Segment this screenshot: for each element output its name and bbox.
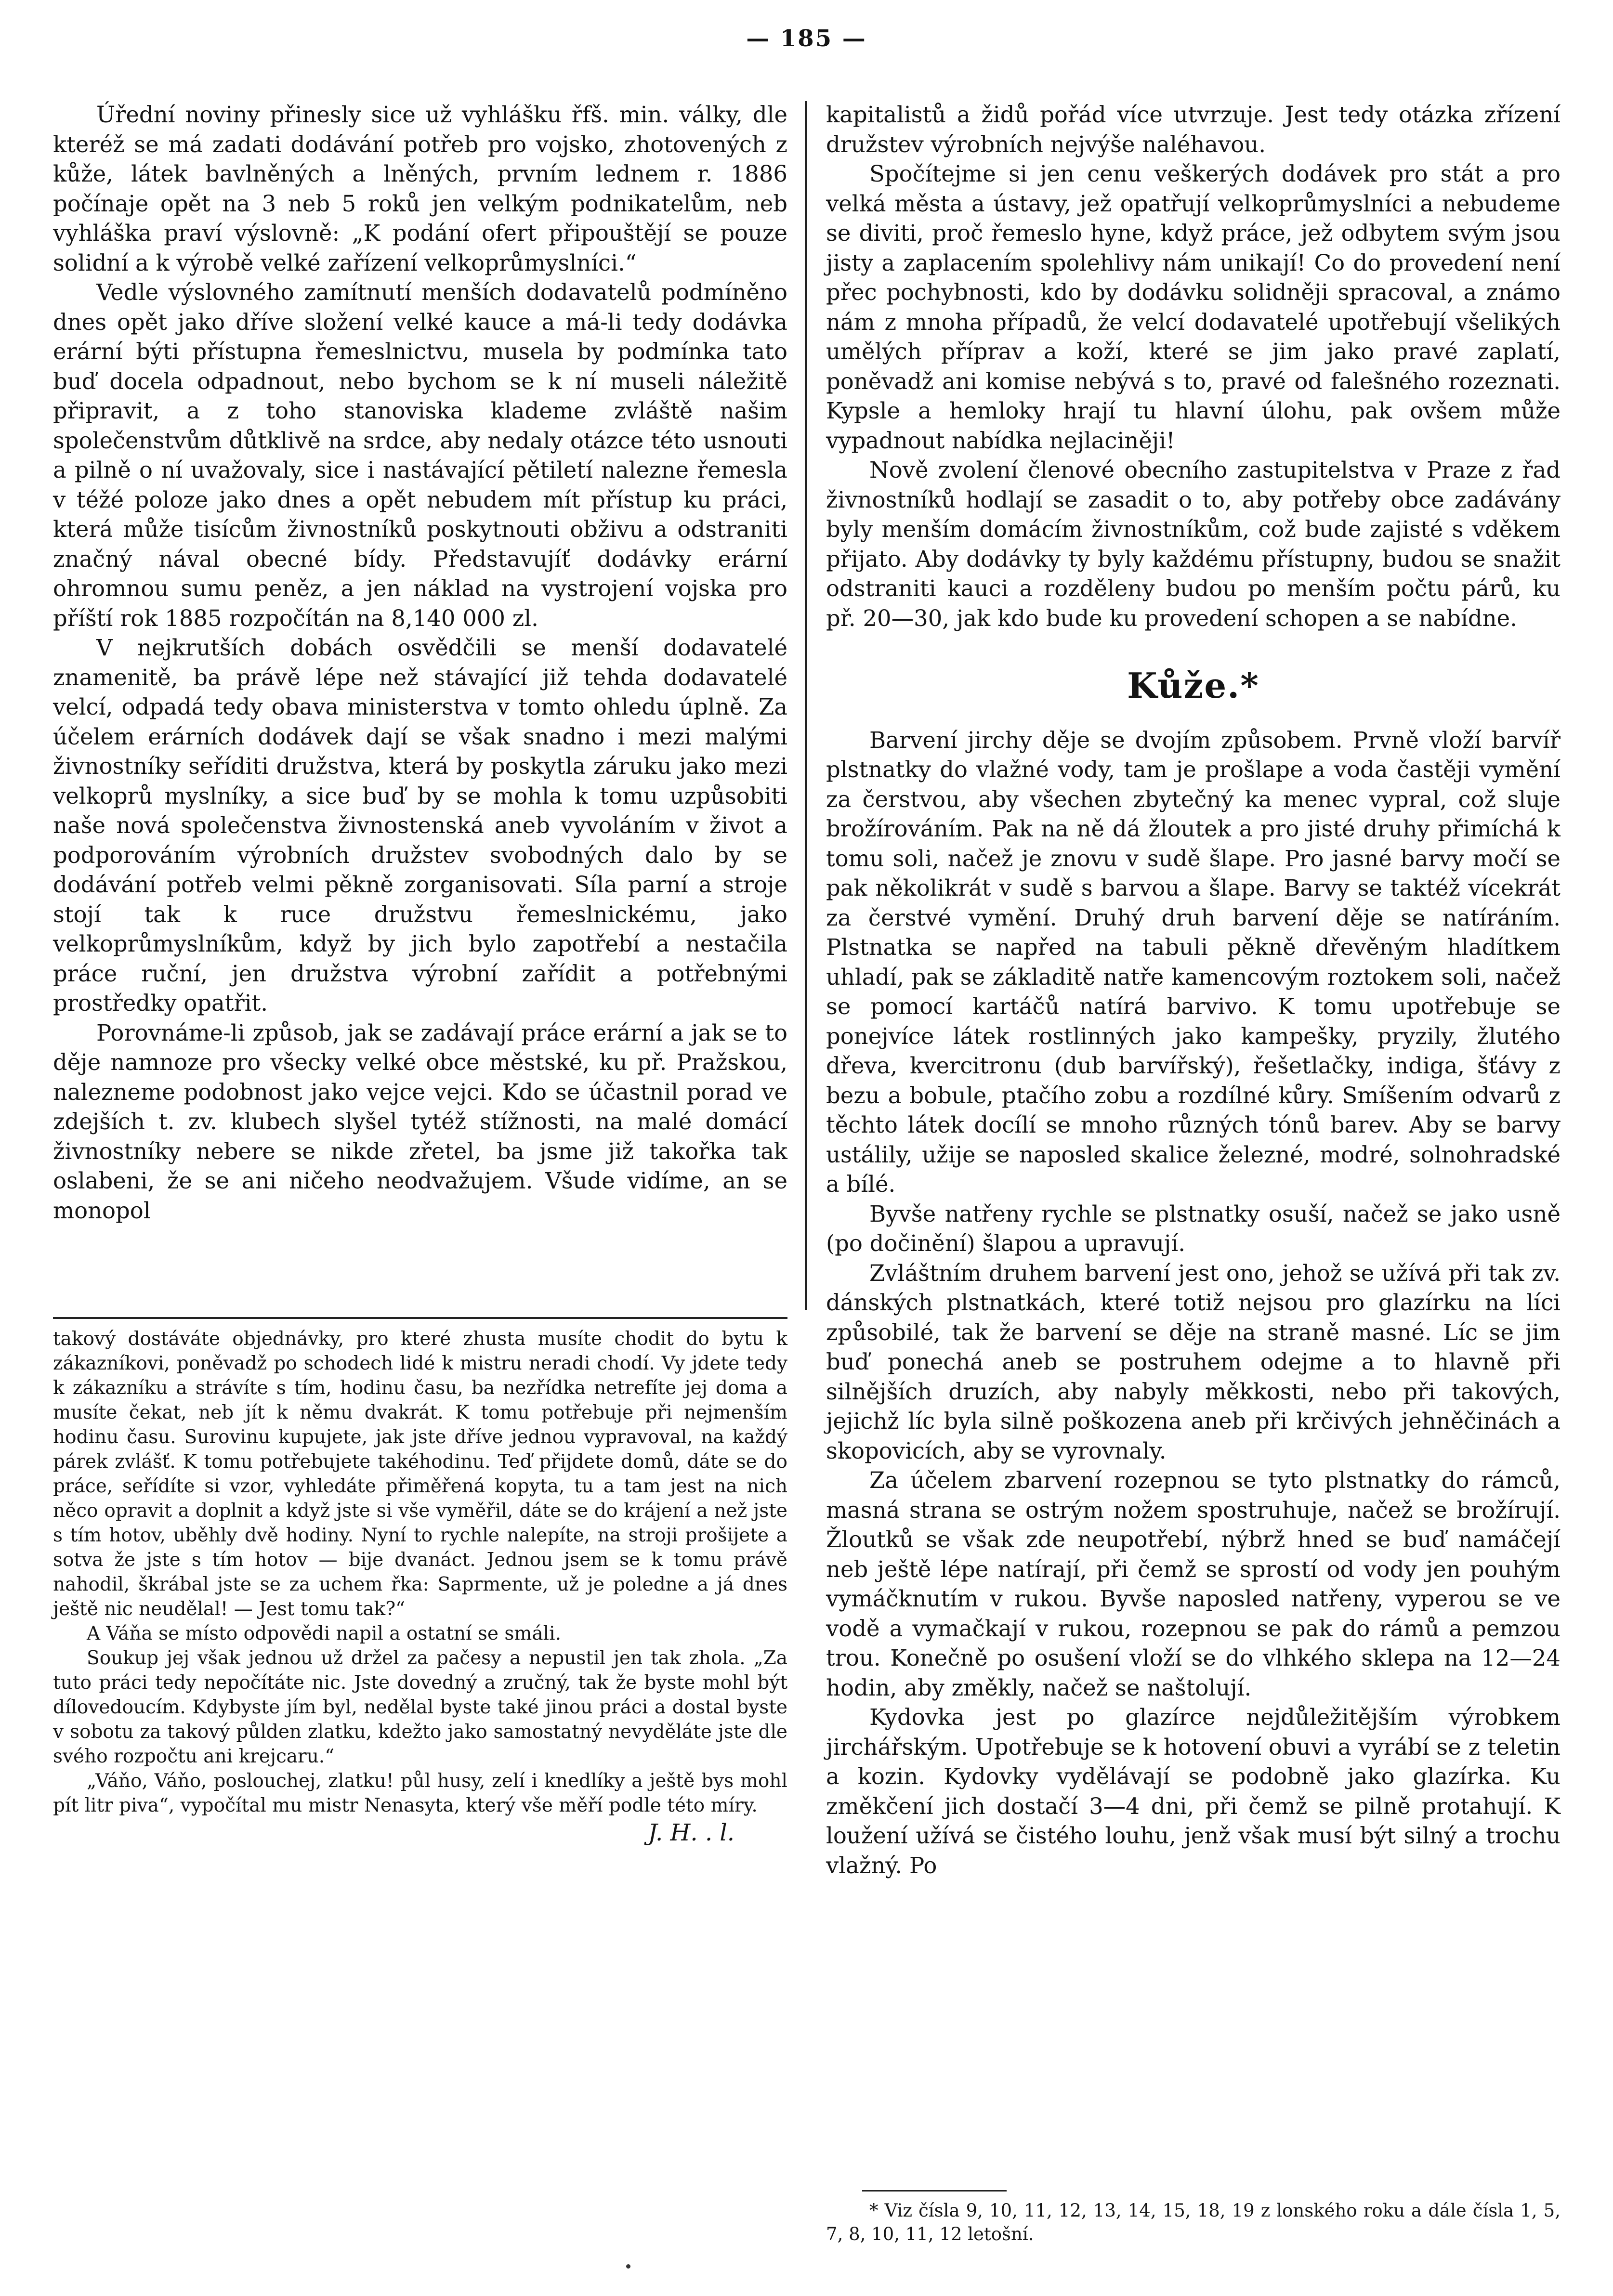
- section-heading: Kůže.*: [1127, 665, 1259, 706]
- left-paragraph-4: Porovnáme-li způsob, jak se zadávají práce erární a jak se to děje namnoze pro všecky velké obce městské, ku př. Pražskou, nalezneme podobnost jako vejce vejci. Kdo se účastnil porad ve zdejších t. zv. klubech slyšel tytéž stížnosti, na malé domácí živnostníky nebere se nikde zřetel, ba jsme již takořka tak oslabeni, že se ani ničeho neodvažujem. Všude vidíme, an se monopol: [53, 1019, 787, 1224]
- right-paragraph-3: Nově zvolení členové obecního zastupitelstva v Praze z řad živnostníků hodlají se zasadit o to, aby potřeby obce zadávány byly menším domácím živnostníkům, což bude zajisté s vděkem přijato. Aby dodávky ty byly každému přístupny, budou se snažit odstraniti kauci a rozděleny budou po menším počtu párů, ku př. 20—30, jak kdo bude ku provedení schopen a se nabídne.: [826, 457, 1561, 631]
- footer-paragraph-2: A Váňa se místo odpovědi napil a ostatní se smáli.: [87, 1623, 561, 1644]
- section-paragraph-5: Kydovka jest po glazírce nejdůležitějším výrobkem jirchářským. Upotřebuje se k hotovení obuvi a vyrábí se z teletin a kozin. Kydovky vydělávají se podobně jako glazírka. Ku změkčení jich dostačí 3—4 dni, při čemž se pilně protahují. K loužení užívá se čistého louhu, jenž však musí být silný a trochu vlažný. Po: [826, 1704, 1561, 1879]
- author-signature: J. H. . l.: [648, 1819, 734, 1846]
- footnote: * Viz čísla 9, 10, 11, 12, 13, 14, 15, 18, 19 z lonského roku a dále čísla 1, 5, 7, 8, 10, 11, 12 letošní.: [826, 2200, 1561, 2244]
- page-number: — 185 —: [746, 25, 867, 52]
- column-divider-vertical: [805, 101, 807, 1310]
- section-paragraph-2: Byvše natřeny rychle se plstnatky osuší, načež se jako usně (po dočinění) šlapou a upravují.: [826, 1200, 1561, 1256]
- section-paragraph-4: Za účelem zbarvení rozepnou se tyto plstnatky do rámců, masná strana se ostrým nožem spostruhuje, načež se brožírují. Žloutků se však zde neupotřebí, nýbrž hned se buď namáčejí neb ještě lépe natírají, při čemž se sprostí od vody jen pouhým vymáčknutím v rukou. Byvše naposled natřeny, vyperou se ve vodě a vymačkají v rukou, rozepnou se pak do rámů a pemzou trou. Konečně po osušení vloží se do vlhkého sklepa na 12—24 hodin, aby změkly, načež se naštolují.: [826, 1467, 1561, 1701]
- footer-paragraph-4: „Váňo, Váňo, poslouchej, zlatku! půl husy, zelí i knedlíky a ještě bys mohl pít litr piva“, vypočítal mu mistr Nenasyta, který vše měří podle této míry.: [53, 1770, 787, 1816]
- left-column: [53, 100, 787, 1226]
- section-paragraph-1: Barvení jirchy děje se dvojím způsobem. Prvně vloží barvíř plstnatky do vlažné vody, tam je prošlape a voda častěji vymění za čerstvou, aby všechen zbytečný ka menec vypral, což sluje brožírováním. Pak na ně dá žloutek a pro jisté druhy přimíchá k tomu soli, načež je znovu v sudě šlape. Pro jasné barvy močí se pak několikrát v sudě s barvou a šlape. Barvy se taktéž vícekrát za čerstvé vymění. Druhý druh barvení děje se natíráním. Plstnatka se napřed na tabuli pěkně dřevěným hladítkem uhladí, pak se základitě natře kamencovým roztokem soli, načež se pomocí kartáčů natírá barvivo. K tomu upotřebuje se ponejvíce látek rostlinných jako kampešky, pryzily, žlutého dřeva, kvercitronu (dub barvířský), řešetlačky, indiga, šťávy z bezu a bobule, ptačího zobu a rozdílné kůry. Smíšením odvarů z těchto látek docílí se mnoho různých tónů barev. Aby se barvy ustálily, užije se naposled skalice železné, modré, solnohradské a bílé.: [826, 727, 1561, 1197]
- footer-paragraph-3: Soukup jej však jednou už držel za pačesy a nepustil jen tak zhola. „Za tuto práci tedy nepočítáte nic. Jste dovedný a zručný, tak že byste mohl být dílovedoucím. Kdybyste jím byl, nedělal byste také jinou práci a dostal byste v sobotu za takový půlden zlatku, kdežto jako samostatný nevyděláte jste dle svého rozpočtu ani krejcaru.“: [53, 1647, 787, 1767]
- footer-paragraph-1: takový dostáváte objednávky, pro které zhusta musíte chodit do bytu k zákazníkovi, poněvadž po schodech lidé k mistru neradi chodí. Vy jdete tedy k zákazníku a strávíte s tím, hodinu času, ba nezřídka netrefíte jej doma a musíte čekat, neb jít k němu dvakrát. K tomu potřebuje při nejmenším hodinu času. Surovinu kupujete, jak jste dříve jednou vypravoval, na každý párek zvlášť. K tomu potřebujete takéhodinu. Teď přijdete domů, dáte se do práce, seřídíte si vzor, vyhledáte přiměřená kopyta, tu a tam jest na nich něco opravit a doplnit a když jste si vše vyměřil, dáte se do krájení a než jste s tím hotov, uběhly dvě hodiny. Nyní to rychle nalepíte, na stroji prošijete a sotva že jste s tím hotov — bije dvanáct. Jednou jsem se k tomu právě nahodil, škrábal jste se za uchem řka: Saprmente, už je poledne a já dnes ještě nic neudělal! — Jest tomu tak?“: [53, 1328, 787, 1620]
- right-column: [826, 100, 1561, 1880]
- left-paragraph-1: Úřední noviny přinesly sice už vyhlášku řfš. min. války, dle kteréž se má zadati dodávání potřeb pro vojsko, zhotovených z kůže, látek bavlněných a lněných, prvním lednem r. 1886 počínaje opět na 3 neb 5 roků jen velkým podnikatelům, neb vyhláška praví výslovně: „K podání ofert připouštějí se pouze solidní a k výrobě velké zařízení velkoprůmyslníci.“: [53, 102, 787, 276]
- footnote-divider: [862, 2190, 1007, 2192]
- left-footer-column: [53, 1327, 787, 1845]
- footer-divider: [53, 1317, 787, 1319]
- section-paragraph-3: Zvláštním druhem barvení jest ono, jehož se užívá při tak zv. dánských plstnatkách, které totiž nejsou pro glazírku na líci způsobilé, tak že barvení se děje na straně masné. Líc se jim buď ponechá aneb se postruhem odejme a to hlavně při silnějších druzích, aby nabyly měkkosti, nebo při takových, jejichž líc byla silně poškozena aneb při krčivých jehněčinách a skopovicích, aby se vyrovnaly.: [826, 1260, 1561, 1464]
- right-paragraph-2: Spočítejme si jen cenu veškerých dodávek pro stát a pro velká města a ústavy, jež opatřují velkoprůmyslníci a nebudeme se diviti, proč řemeslo hyne, když práce, jež odbytem svým jsou jisty a zaplacením spolehlivy nám unikají! Co do provedení není přec pochybnosti, kdo by dodávku solidněji spracoval, a známo nám z mnoha případů, že velcí dodavatelé upotřebují všelikých umělých příprav a koží, které se jim jako pravé zaplatí, poněvadž ani komise nebývá s to, pravé od falešného rozeznati. Kypsle a hemloky hrají tu hlavní úlohu, pak ovšem může vypadnout nabídka nejlaciněji!: [826, 161, 1561, 454]
- left-paragraph-3: V nejkrutších dobách osvědčili se menší dodavatelé znamenitě, ba právě lépe než stávající již tehda dodavatelé velcí, odpadá tedy obava ministerstva v tomto ohledu úplně. Za účelem erárních dodávek dají se však snadno i mezi malými živnostníky seříditi družstva, která by poskytla záruku jako mezi velkoprů myslníky, a sice buď by se mohla k tomu uzpůsobiti naše nová společenstva živnostenská aneb vyvoláním v život a podporováním výrobních družstev svobodných dalo by se dodávání potřeb velmi pěkně zorganisovati. Síla parní a stroje stojí tak k ruce družstvu řemeslnickému, jako velkoprůmyslníkům, když by jich bylo zapotřebí a nestačila práce ruční, jen družstva výrobní zařídit a potřebnými prostředky opatřit.: [53, 635, 787, 1016]
- left-paragraph-2: Vedle výslovného zamítnutí menších dodavatelů podmíněno dnes opět jako dříve složení velké kauce a má-li tedy dodávka erární býti přístupna řemeslnictvu, musela by podmínka tato buď docela odpadnout, nebo bychom se k ní museli náležitě připravit, a z toho stanoviska klademe zvláště našim společenstvům důtklivě na srdce, aby nedaly otázce této usnouti a pilně o ní uvažovaly, sice i nastávající pětiletí nalezne řemesla v téžé poloze jako dnes a opět nebudem mít přístup ku práci, která může tisícům živnostníků poskytnouti obživu a odstraniti značný nával obecné bídy. Představujíť dodávky erární ohromnou sumu peněz, a jen náklad na vystrojení vojska pro příští rok 1885 rozpočítán na 8,140 000 zl.: [53, 279, 787, 631]
- print-dot: [626, 2264, 630, 2269]
- right-paragraph-1: kapitalistů a židů pořád více utvrzuje. Jest tedy otázka zřízení družstev výrobních nejvýše naléhavou.: [826, 102, 1561, 157]
